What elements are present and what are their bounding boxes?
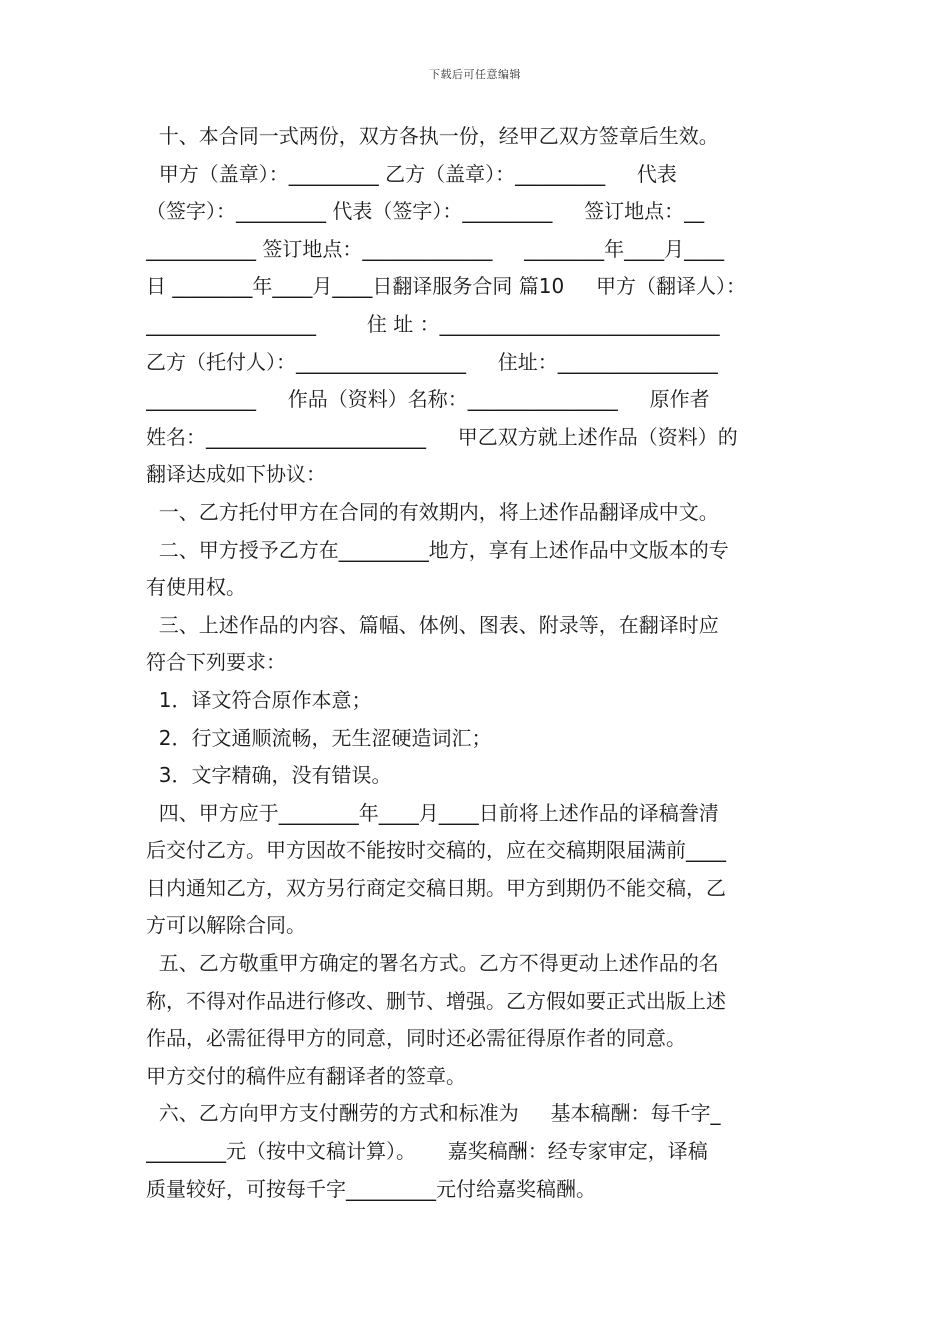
text-line: （签字）：_________ 代表（签字）：_________ 签订地点：__ [146, 199, 705, 224]
text-line: 符合下列要求： [146, 650, 286, 675]
text-line: 六、乙方向甲方支付酬劳的方式和标准为 基本稿酬：每千字_ [146, 1101, 721, 1126]
text-line: 一、乙方托付甲方在合同的有效期内，将上述作品翻译成中文。 [146, 499, 719, 524]
text-line: ___________ 作品（资料）名称：_______________ 原作者 [146, 387, 710, 412]
text-line: 翻译达成如下协议： [146, 462, 326, 487]
text-line: 十、本合同一式两份，双方各执一份，经甲乙双方签章后生效。 [146, 124, 719, 148]
text-line: 有使用权。 [146, 575, 246, 600]
text-line: 2．行文通顺流畅，无生涩硬造词汇； [146, 725, 492, 750]
text-line: 作品，必需征得甲方的同意，同时还必需征得原作者的同意。 [146, 1026, 686, 1051]
text-line: 甲方（盖章）：_________ 乙方（盖章）：_________ 代表 [146, 161, 677, 186]
text-line: 方可以解除合同。 [146, 913, 306, 938]
text-line: ________元（按中文稿计算）。 嘉奖稿酬：经专家审定，译稿 [146, 1139, 708, 1164]
text-line: 三、上述作品的内容、篇幅、体例、图表、附录等，在翻译时应 [146, 612, 719, 637]
text-line: 甲方交付的稿件应有翻译者的签章。 [146, 1063, 466, 1088]
contract-body [146, 118, 808, 1208]
text-line: 姓名：______________________ 甲乙双方就上述作品（资料）的 [146, 424, 738, 449]
text-line: 五、乙方敬重甲方确定的署名方式。乙方不得更动上述作品的名 [146, 951, 719, 976]
text-line: 质量较好，可按每千字_________元付给嘉奖稿酬。 [146, 1176, 596, 1201]
text-line: 3．文字精确，没有错误。 [146, 763, 392, 788]
text-line: 二、甲方授予乙方在_________地方，享有上述作品中文版本的专 [146, 537, 729, 562]
text-line: 日 ________年____月____日翻译服务合同 篇10 甲方（翻译人）： [146, 274, 746, 299]
page-header: 下载后可任意编辑 [429, 68, 521, 81]
text-line: 四、甲方应于________年____月____日前将上述作品的译稿誊清 [146, 800, 719, 825]
text-line: 1．译文符合原作本意； [146, 687, 372, 712]
text-line: 乙方（托付人）：_________________ 住址：________________ [146, 349, 718, 374]
text-line: _________________ 住 址 ：____________________________ [146, 311, 720, 336]
text-line: 日内通知乙方，双方另行商定交稿日期。甲方到期仍不能交稿，乙 [146, 875, 726, 900]
text-line: 后交付乙方。甲方因故不能按时交稿的，应在交稿期限届满前____ [146, 838, 726, 863]
text-line: ___________ 签订地点：_____________ ________年____月____ [146, 236, 725, 261]
text-line: 称，不得对作品进行修改、删节、增强。乙方假如要正式出版上述 [146, 988, 726, 1013]
